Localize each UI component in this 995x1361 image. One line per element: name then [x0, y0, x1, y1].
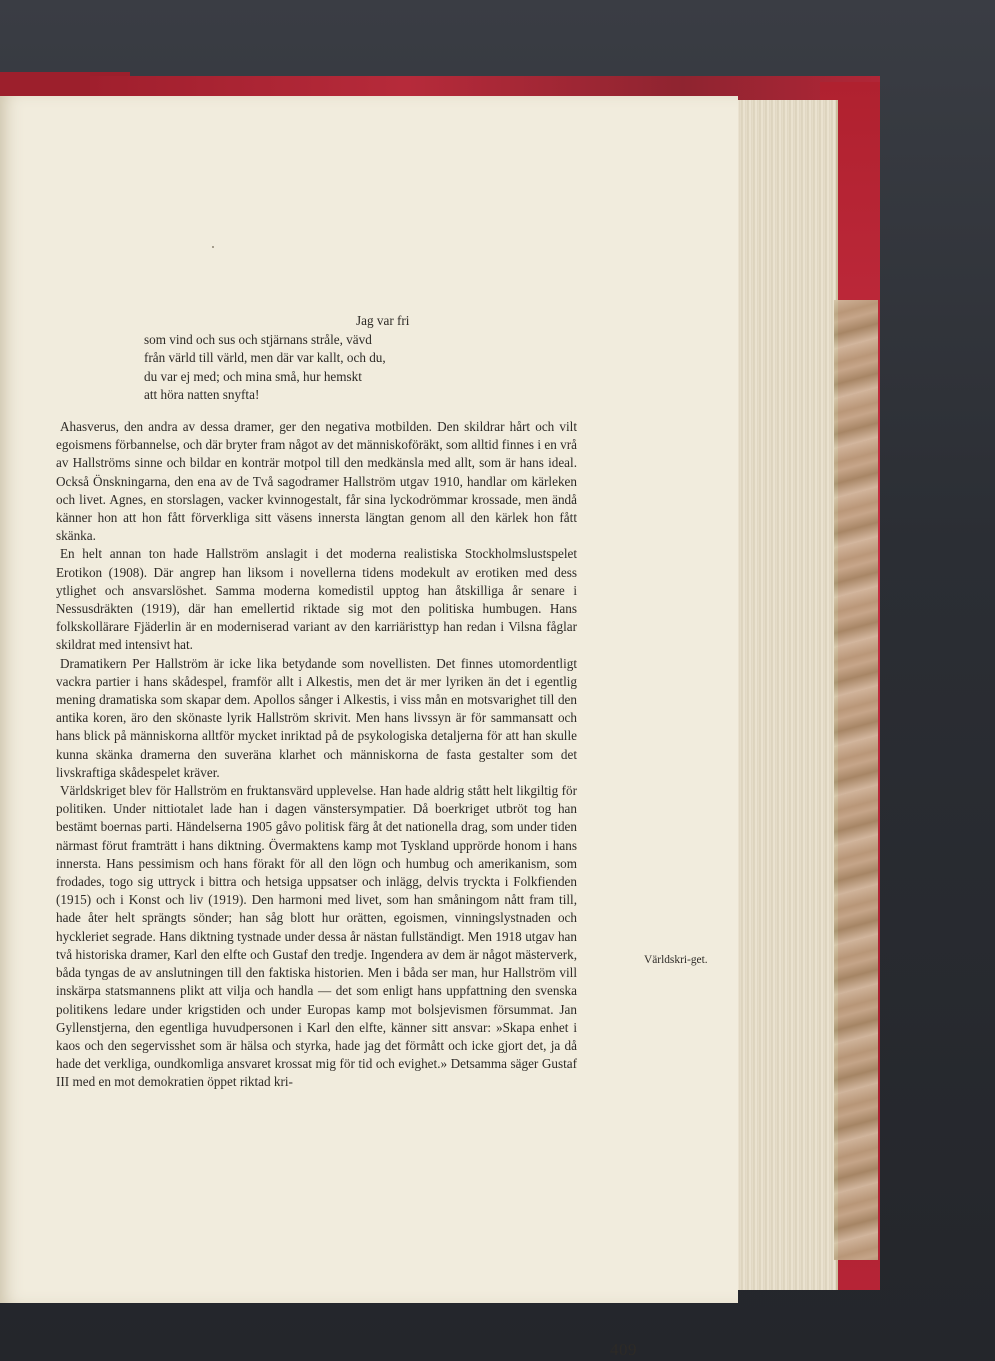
page-number: 409 — [610, 1340, 637, 1359]
page-content — [56, 216, 708, 1359]
margin-note: Världskri-get. — [644, 954, 708, 966]
verse-line: som vind och sus och stjärnans stråle, vävd — [144, 331, 372, 347]
paragraph-erotikon: En helt annan ton hade Hallström anslagit i det moderna realistiska Stockholmslustspelet Erotikon (1908). Där angrep han liksom i novellerna tidens modekult av erotiken med dess ytlighet och ansvarslöshet. Samma moderna komedistil upptog han åtskilliga år senare i Nessusdräkten (1919), där han emellertid riktade sig mot den politiska humbugen. Hans folkskollärare Fjäderlin är en moderniserad variant av den karriäristtyp han redan i Vilsna fåglar skildrat med intensivt hat. — [56, 546, 577, 653]
verse-line: Jag var fri — [356, 313, 410, 328]
book-page — [0, 96, 738, 1359]
verse-line: att höra natten snyfta! — [144, 387, 260, 403]
verse-quote — [144, 312, 409, 405]
paragraph-varldskriget: Världskriget blev för Hallström en fruktansvärd upplevelse. Han hade aldrig stått helt likgiltig för politiken. Under nittiotalet lade han i dagen vänstersympatier. Då boerkriget utbröt tog han bestämt boernas parti. Händelserna 1905 gåvo politisk färg åt det nationella drag, som under tiden närmast förut framträtt i hans diktning. Övermaktens kamp mot Tyskland upprörde honom i hans innersta. Hans pessimism och hans förakt för all den lögn och humbug och amerikanism, som frodades, togo sig uttryck i bittra och hetsiga uppsatser och inlägg, delvis tryckta i Folkfienden (1915) och i Konst och liv (1919). Den harmoni med livet, som han småningom nått fram till, hade åter helt sprängts sönder; han såg blott hur orätten, egoismen, vinningslystnaden och hyckleriet segrade. Hans diktning tystnade under dessa år nästan fullständigt. Men 1918 utgav han två historiska dramer, Karl den elfte och Gustaf den tredje. Ingendera av dem är något mästerverk, båda tyngas de av anslutningen till den faktiska historien. Men i båda ser man, hur Hallström vill inskärpa statsmannens plikt att vilja och handla — det som enligt hans uppfattning den svenska politikens ledare under krigstiden och under Europas kamp mot bolsjevismen försummat. Jan Gyllenstjerna, den egentliga huvudpersonen i Karl den elfte, känner sitt ansvar: »Skapa enhet i kaos och den segervisshet som är hälsa och styrka, hade jag det förmått och icke gjort det, ja då hade det verkliga, oundkomliga ansvaret krossat mig för tid och evighet.» Detsamma säger Gustaf III med en mot demokratien öppet riktad kri- — [56, 783, 577, 1090]
verse-line: från värld till värld, men där var kallt, och du, — [144, 350, 386, 366]
marbled-fore-edge — [834, 300, 878, 1260]
verse-line: du var ej med; och mina små, hur hemskt — [144, 368, 362, 384]
page-block-edges — [728, 100, 838, 1290]
paragraph-ahasverus: Ahasverus, den andra av dessa dramer, ger den negativa motbilden. Den skildrar hårt och vilt egoismens förbannelse, och där bryter fram något av det människoföräkt, som alltid finnes i en vrå av Hallströms sinne och bildar en konträr motpol till den medkänsla med allt, som är hans ideal. Också Önskningarna, den ena av de Två sagodramer Hallström utgav 1910, handlar om kärleken och livet. Agnes, en storslagen, vacker kvinnogestalt, får sina lyckodrömmar krossade, men ändå känner hon att hon fått förverkliga sitt väsens innersta längtan genom all den kärlek hon fått skänka. — [56, 419, 577, 544]
paragraph-dramatikern: Dramatikern Per Hallström är icke lika betydande som novellisten. Det finnes utomordentligt vackra partier i hans skådespel, framför allt i Alkestis, men det är mer lyriken än det i egentlig mening dramatiska som skapar dem. Apollos sånger i Alkestis, i viss mån en motsvarighet till den antika koren, äro den skönaste lyrik Hallström skrivit. Men hans livssyn är för sammansatt och hans blick på människorna alltför mycket inriktad på de psykologiska detaljerna för att han skulle kunna skänka dramerna den suveräna klarhet och människorna de fasta gestalter som det livskraftiga skådespelet kräver. — [56, 655, 577, 780]
body-text — [56, 418, 577, 1092]
